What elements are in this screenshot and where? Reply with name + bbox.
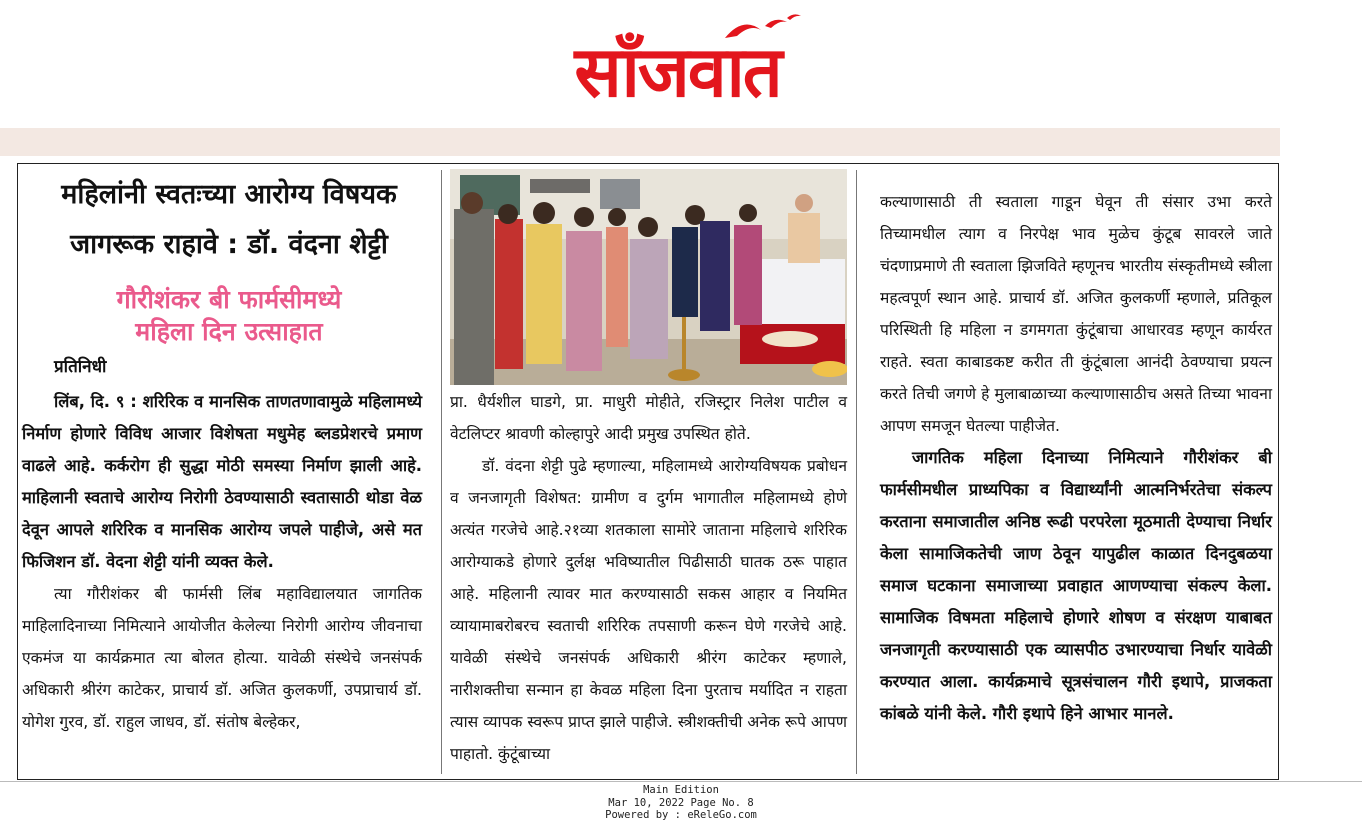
footer-edition: Main Edition (643, 784, 719, 796)
footer-powered-by: Powered by : eReleGo.com (605, 809, 757, 821)
lead-paragraph: लिंब, दि. ९ : शरिरिक व मानसिक ताणतणावामुळे महिलामध्ये निर्माण होणारे विविध आजार विशेषता मधुमेह ब्लडप्रेशरचे प्रमाण वाढले आहे. कर्करोग ही सुद्धा मोठी समस्या निर्माण झाली आहे. माहिलानी स्वताचे आरोग्य निरोगी ठेवण्यासाठी स्वतासाठी थोडा वेळ देवून आपले शरिरिक व मानसिक आरोग्य जपले पाहीजे, असे मत फिजिशन डॉ. वेदना शेट्टी यांनी व्यक्त केले. (22, 392, 422, 571)
byline: प्रतिनिधी (54, 357, 107, 377)
column-2 (450, 386, 847, 770)
masthead (0, 0, 1362, 128)
closing-paragraph: जागतिक महिला दिनाच्या निमित्याने गौरीशंकर बी फार्मसीमधील प्राध्यपिका व विद्यार्थ्यांनी आत्मनिर्भरतेचा संकल्प करताना समाजातील अनिष्ठ रूढी परपरेला मूठमाती देण्याचा निर्धार केला सामाजिकतेची जाण ठेवून यापुढील काळात दिनदुबळया समाज घटकाना समाजाच्या प्रवाहात आणण्याचा संकल्प केला. सामाजिक विषमता महिलाचे होणारे शोषण व संरक्षण याबाबत जनजागृती करण्यासाठी एक व्यासपीठ उभारण्याचा निर्धार यावेळी करण्यात आला. कार्यक्रमाचे सूत्रसंचालन गौरी इथापे, प्राजकता कांबळे यांनी केले. गौरी इथापे हिने आभार मानले. (880, 448, 1272, 723)
newspaper-logo (535, 8, 820, 120)
body-paragraph: प्रा. धैर्यशील घाडगे, प्रा. माधुरी मोहीते, रजिस्ट्रार निलेश पाटील व वेटलिप्टर श्रावणी कोल्हापुरे आदी प्रमुख उपस्थित होते. (450, 393, 847, 443)
headline-line-1: महिलांनी स्वतःच्या आरोग्य विषयक (61, 179, 397, 210)
footer-rule (0, 781, 1362, 782)
masthead-band (0, 128, 1280, 156)
edition-footer (0, 784, 1362, 822)
body-paragraph: त्या गौरीशंकर बी फार्मसी लिंब महाविद्यालयात जागतिक माहिलादिनाच्या निमित्याने आयोजीत केलेल्या निरोगी आरोग्य जीवनाचा एकमंज या कार्यक्रमात त्या बोलत होत्या. यावेळी संस्थेचे जनसंपर्क अधिकारी श्रीरंग काटेकर, प्राचार्य डॉ. अजित कुलकर्णी, उपप्राचार्य डॉ. योगेश गुरव, डॉ. राहुल जाधव, डॉ. संतोष बेल्हेकर, (22, 585, 422, 731)
article-clipping (17, 163, 1279, 780)
headline (24, 170, 434, 270)
lamp-lighting-photo-illustration (450, 169, 847, 385)
logo-text: साँजवात (574, 31, 781, 113)
column-1 (22, 386, 422, 738)
event-photo (450, 169, 847, 385)
footer-date-page: Mar 10, 2022 Page No. 8 (608, 796, 754, 809)
subhead-line-1: गौरीशंकर बी फार्मसीमध्ये (116, 285, 342, 314)
column-3 (880, 186, 1272, 730)
body-paragraph: कल्याणासाठी ती स्वताला गाडून घेवून ती संसार उभा करते तिच्यामधील त्याग व निरपेक्ष भाव मुळेच कुंटूब सावरले जाते चंदणाप्रमाणे ती स्वताला झिजविते म्हणूनच भारतीय संस्कृतीमध्ये स्त्रीला महत्वपूर्ण स्थान आहे. प्राचार्य डॉ. अजित कुलकर्णी म्हणाले, प्रतिकूल परिस्थिती हि महिला न डगमगता कुंटूंबाचा आधारवड म्हणून कार्यरत राहते. स्वता काबाडकष्ट करीत ती कुंटूंबाला आनंदी ठेवण्याचा प्रयत्न करते तिची जगणे हे मुलाबाळाच्या कल्याणासाठीच असते तिच्या भावना आपण समजून घेतल्या पाहीजेत. (880, 193, 1272, 435)
column-rule (856, 170, 857, 774)
subhead-line-2: महिला दिन उत्साहात (135, 317, 323, 346)
body-paragraph: डॉ. वंदना शेट्टी पुढे म्हणाल्या, महिलामध्ये आरोग्यविषयक प्रबोधन व जनजागृती विशेषत: ग्रामीण व दुर्गम भागातील महिलामध्ये होणे अत्यंत गरजेचे आहे.२१व्या शतकाला सामोरे जाताना महिलाचे शरिरिक आरोग्याकडे होणारे दुर्लक्ष भविष्यातील पिढीसाठी घातक ठरू पाहात आहे. महिलानी त्यावर मात करण्यासाठी सकस आहार व नियमित व्यायामाबरोबरच स्वताची शरिरिक तपसाणी करून घेणे गरजेचे आहे. यावेळी संस्थेचे जनसंपर्क अधिकारी श्रीरंग काटेकर म्हणाले, नारीशक्तीचा सन्मान हा केवळ महिला दिना पुरताच मर्यादित न राहता त्यास व्यापक स्वरूप प्राप्त झाले पाहीजे. स्त्रीशक्तीची अनेक रूपे आपण पाहातो. कुंटूंबाच्या (450, 457, 847, 763)
headline-line-2: जागरूक राहावे : डॉ. वंदना शेट्टी (70, 229, 388, 260)
subheadline (24, 284, 434, 348)
column-rule (441, 170, 442, 774)
